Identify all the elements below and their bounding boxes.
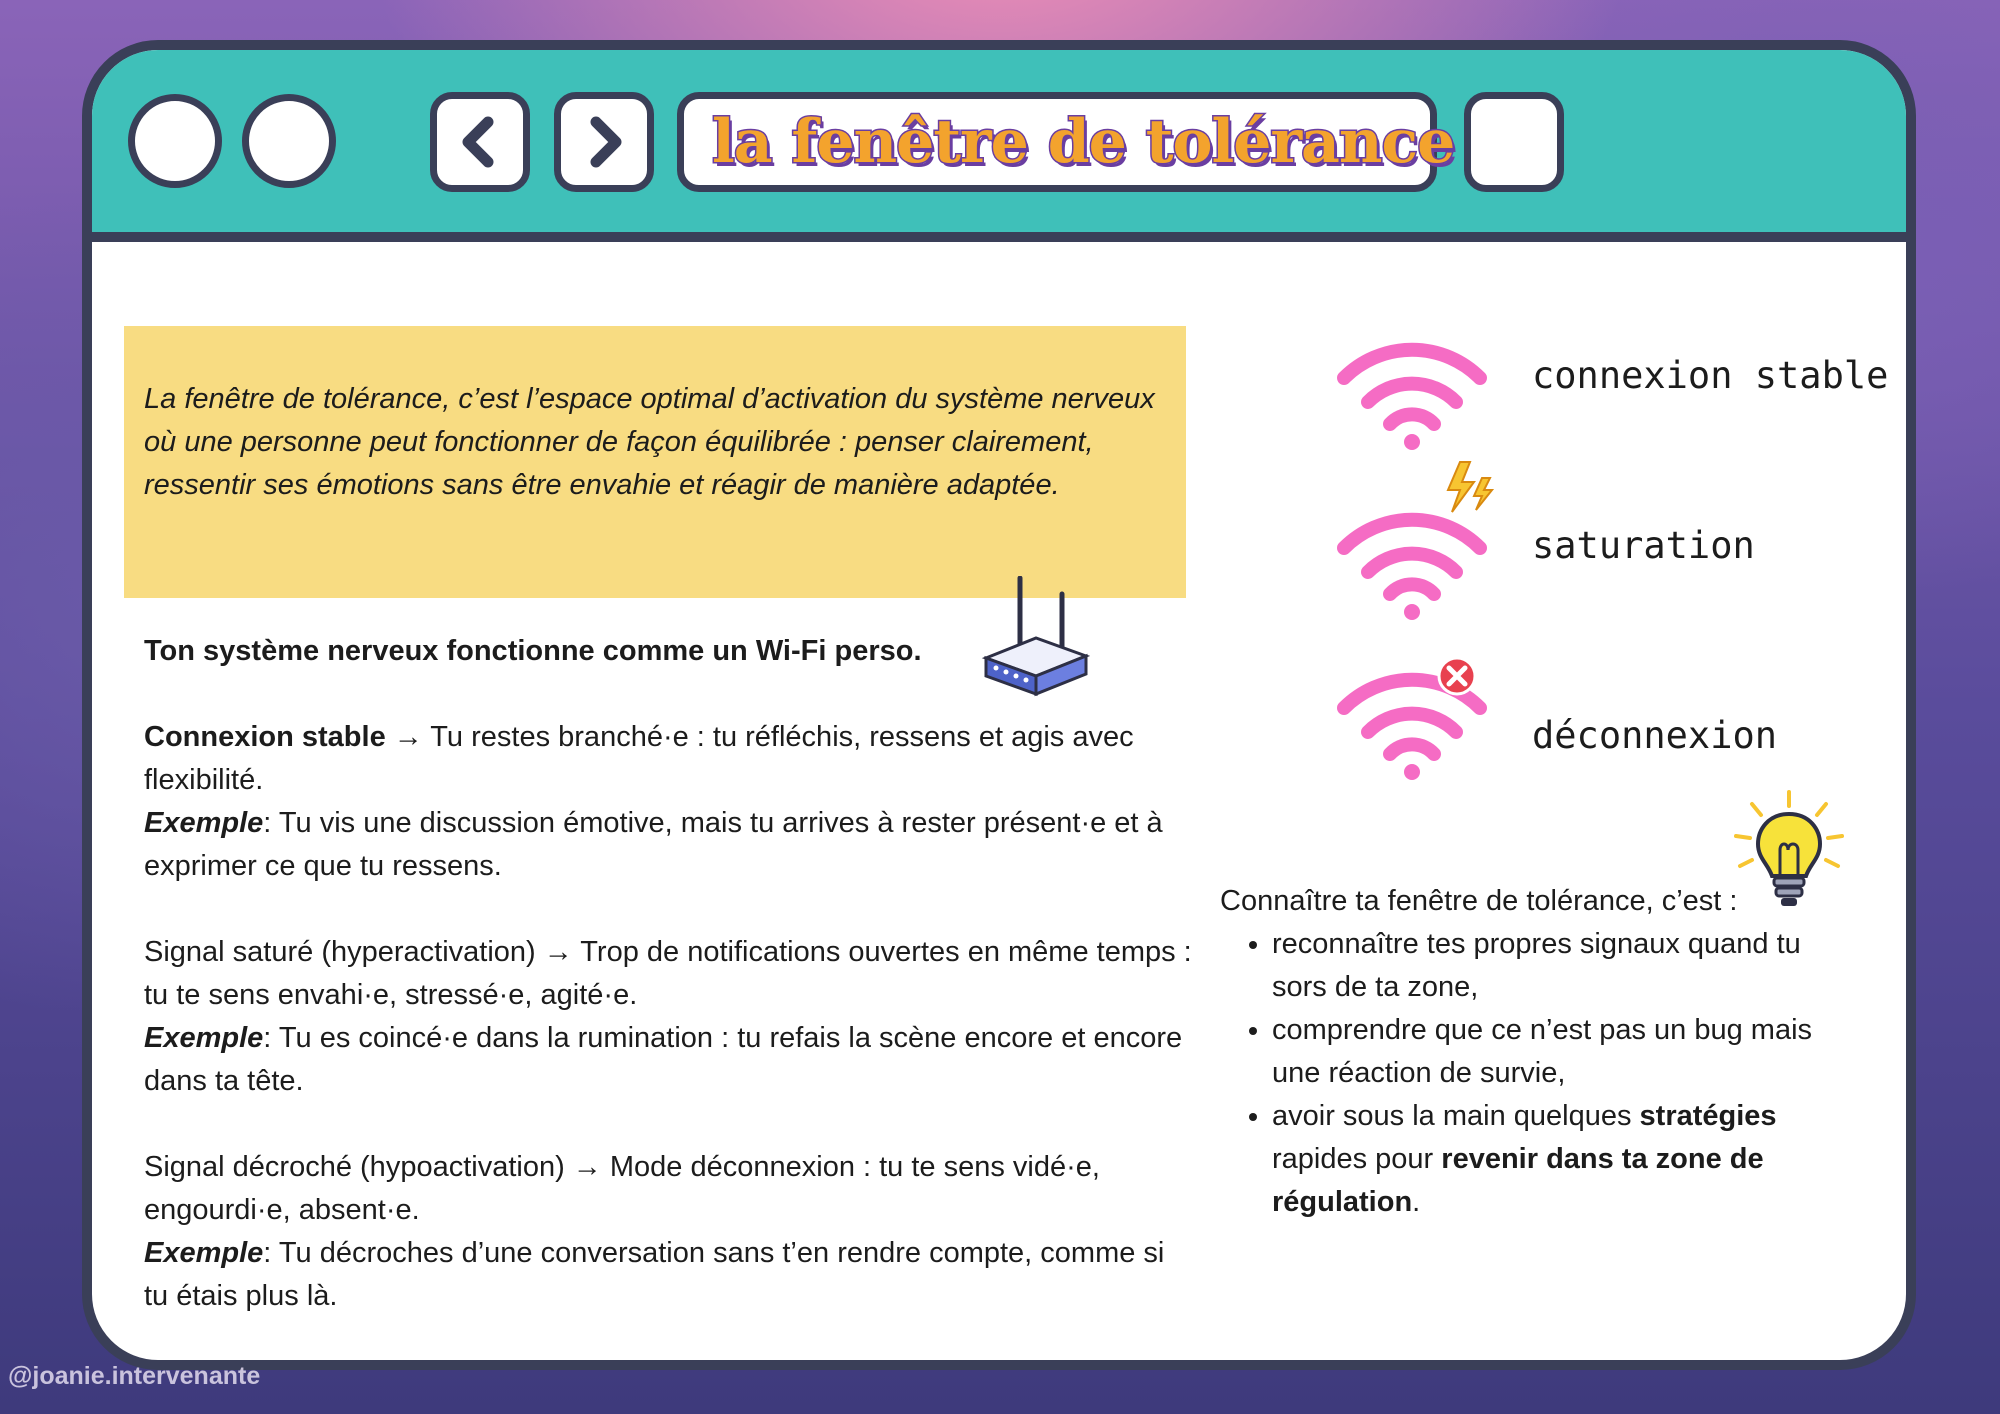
window-control-circle[interactable] xyxy=(128,94,222,188)
title-bar xyxy=(92,50,1906,242)
wifi-x-icon xyxy=(1332,650,1502,780)
address-bar[interactable] xyxy=(677,92,1455,192)
section-disconnected-text: Signal décroché (hypoactivation) → Mode déconnexion : tu te sens vidé·e, engourdi·e, absent·e. xyxy=(144,1151,1100,1226)
wifi-explanation xyxy=(144,630,1194,1318)
example-label: Exemple xyxy=(144,1022,264,1054)
intro-text: Ton système nerveux fonctionne comme un Wi-Fi perso. xyxy=(144,635,922,667)
window-control-circle[interactable] xyxy=(242,94,336,188)
section-stable-example: Exemple: Tu vis une discussion émotive, mais tu arrives à rester présent·e et à exprimer ce que tu ressens. xyxy=(144,807,1163,882)
browser-window xyxy=(82,40,1916,1370)
definition-text: La fenêtre de tolérance, c’est l’espace optimal d’activation du système nerveux où une personne peut fonctionner de façon équilibrée : penser clairement, ressentir ses émotions sans être envahie et réagir de manière adaptée. xyxy=(144,383,1155,501)
knowing-section xyxy=(1220,880,1850,1224)
knowing-lead: Connaître ta fenêtre de tolérance, c’est : xyxy=(1220,885,1738,917)
wifi-lightning-icon xyxy=(1332,460,1502,620)
section-title: Signal saturé (hyperactivation) xyxy=(144,936,536,968)
section-disconnected-example: Exemple: Tu décroches d’une conversation sans t’en rendre compte, comme si tu étais plus là. xyxy=(144,1237,1165,1312)
page-title: la fenêtre de tolérance xyxy=(712,107,1455,177)
back-button[interactable] xyxy=(430,92,530,192)
section-saturated-example: Exemple: Tu es coincé·e dans la rumination : tu refais la scène encore et encore dans ta tête. xyxy=(144,1022,1183,1097)
example-label: Exemple xyxy=(144,1237,264,1269)
knowing-list xyxy=(1220,923,1850,1224)
wifi-icon xyxy=(1332,320,1492,450)
wifi-state-label: déconnexion xyxy=(1532,714,1778,757)
chevron-left-icon xyxy=(450,112,510,172)
section-saturated-text: Signal saturé (hyperactivation) → Trop de notifications ouvertes en même temps : tu te sens envahi·e, stressé·e, agité·e. xyxy=(144,936,1192,1011)
wifi-state-label: saturation xyxy=(1532,524,1755,567)
section-title: Connexion stable xyxy=(144,721,386,753)
extra-button[interactable] xyxy=(1464,92,1564,192)
section-title: Signal décroché (hypoactivation) xyxy=(144,1151,565,1183)
example-label: Exemple xyxy=(144,807,264,839)
chevron-right-icon xyxy=(574,112,634,172)
list-item: • avoir sous la main quelques stratégies rapides pour revenir dans ta zone de régulation. xyxy=(1272,1095,1850,1224)
watermark: @joanie.intervenante xyxy=(8,1362,261,1390)
forward-button[interactable] xyxy=(554,92,654,192)
list-item: • comprendre que ce n’est pas un bug mais une réaction de survie, xyxy=(1272,1009,1850,1095)
wifi-state-label: connexion stable xyxy=(1532,354,1889,397)
list-item: • reconnaître tes propres signaux quand tu sors de ta zone, xyxy=(1272,923,1850,1009)
definition-box xyxy=(124,326,1186,598)
section-stable-text: Connexion stable → Tu restes branché·e : tu réfléchis, ressens et agis avec flexibilité. xyxy=(144,721,1134,796)
